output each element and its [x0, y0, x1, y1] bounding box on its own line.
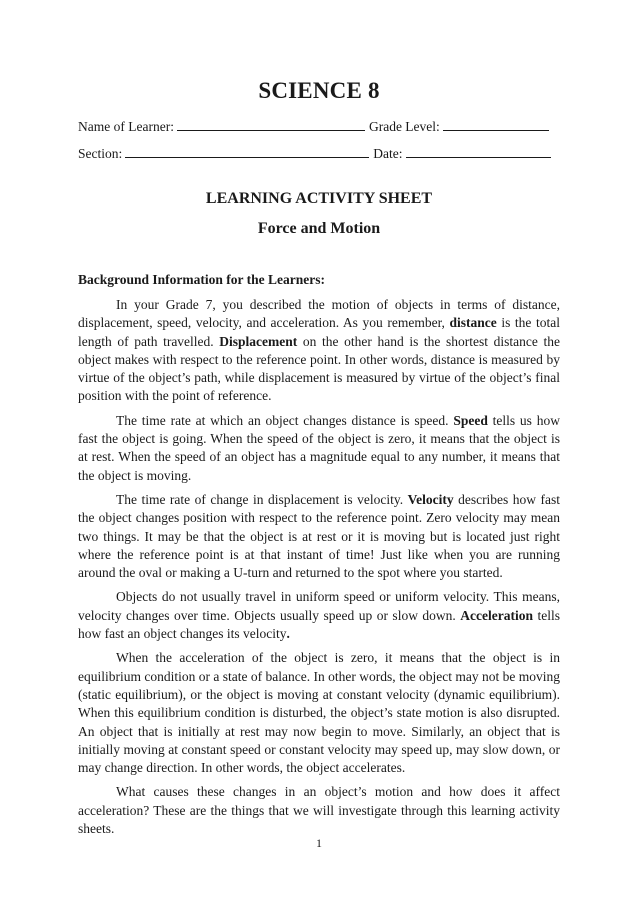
term-acceleration: Acceleration: [460, 607, 534, 623]
date-label: Date:: [373, 146, 403, 161]
paragraph-text: is the total length of path travelled.: [78, 315, 560, 349]
paragraph-text: tells how fast an object changes its velocity: [78, 607, 561, 642]
grade-blank[interactable]: [443, 118, 549, 131]
term-displacement: Displacement: [219, 333, 298, 349]
body-text: [78, 296, 560, 844]
page-number: 1: [316, 836, 322, 850]
paragraph-text: The time rate at which an object changes distance is speed.: [116, 412, 454, 428]
date-blank[interactable]: [406, 145, 551, 158]
background-heading: Background Information for the Learners:: [78, 272, 325, 287]
paragraph-text: Objects do not usually travel in uniform speed or uniform velocity. This means, velocity changes over time. Objects usually speed up or slow down.: [78, 589, 560, 623]
paragraph-text: The time rate of change in displacement is velocity.: [116, 491, 408, 507]
name-blank[interactable]: [177, 118, 365, 131]
learner-info-row: [78, 118, 563, 135]
sheet-title: LEARNING ACTIVITY SHEET: [205, 190, 433, 207]
paragraph-period: .: [286, 626, 290, 642]
term-speed: Speed: [453, 412, 488, 428]
section-label: Section:: [78, 146, 123, 161]
topic-title: Force and Motion: [257, 220, 381, 237]
section-date-row: [78, 145, 563, 162]
paragraph-distance: [78, 296, 560, 406]
paragraph-text: In your Grade 7, you described the motion of objects in terms of distance, displacement, speed, velocity, and acceleration. As you remember,: [78, 297, 560, 331]
paragraph-closing: What causes these changes in an object’s motion and how does it affect acceleration? These are the things that we will investigate through this learning activity sheets.: [78, 784, 560, 837]
paragraph-text: tells us how fast the object is going. When the speed of the object is zero, it means that the object is at rest. When the speed of an object has a magnitude equal to any number, it means that the object is moving.: [78, 412, 560, 483]
term-distance: distance: [449, 315, 497, 331]
name-label: Name of Learner:: [78, 119, 174, 134]
paragraph-text: on the other hand is the shortest distance the object makes with respect to the reference point. In other words, distance is measured by virtue of the object’s path, while displacement is measured by virtue of the object’s final position with the point of reference.: [78, 333, 560, 404]
paragraph-acceleration: [78, 588, 560, 643]
term-velocity: Velocity: [407, 491, 454, 507]
paragraph-speed: [78, 412, 560, 485]
paragraph-velocity: [78, 491, 560, 582]
section-blank[interactable]: [125, 145, 369, 158]
page-title: SCIENCE 8: [258, 78, 380, 103]
paragraph-text: describes how fast the object changes position with respect to the reference point. Zero velocity may mean two things. It may be that the object is at rest or it is moving but is located just right where the reference point is at that instant of time! Just like when you are running around the oval or making a U-turn and returned to the spot where you started.: [78, 491, 560, 581]
grade-label: Grade Level:: [368, 119, 440, 134]
paragraph-equilibrium: When the acceleration of the object is zero, it means that the object is in equilibrium condition or a state of balance. In other words, the object may not be moving (static equilibrium), or the object is moving at constant velocity (dynamic equilibrium). When this equilibrium condition is disturbed, the object’s state motion is also disrupted. An object that is initially at rest may now begin to move. Similarly, an object that is initially moving at constant speed or constant velocity may speed up, may slow down, or may change direction. In other words, the object accelerates.: [78, 650, 560, 776]
